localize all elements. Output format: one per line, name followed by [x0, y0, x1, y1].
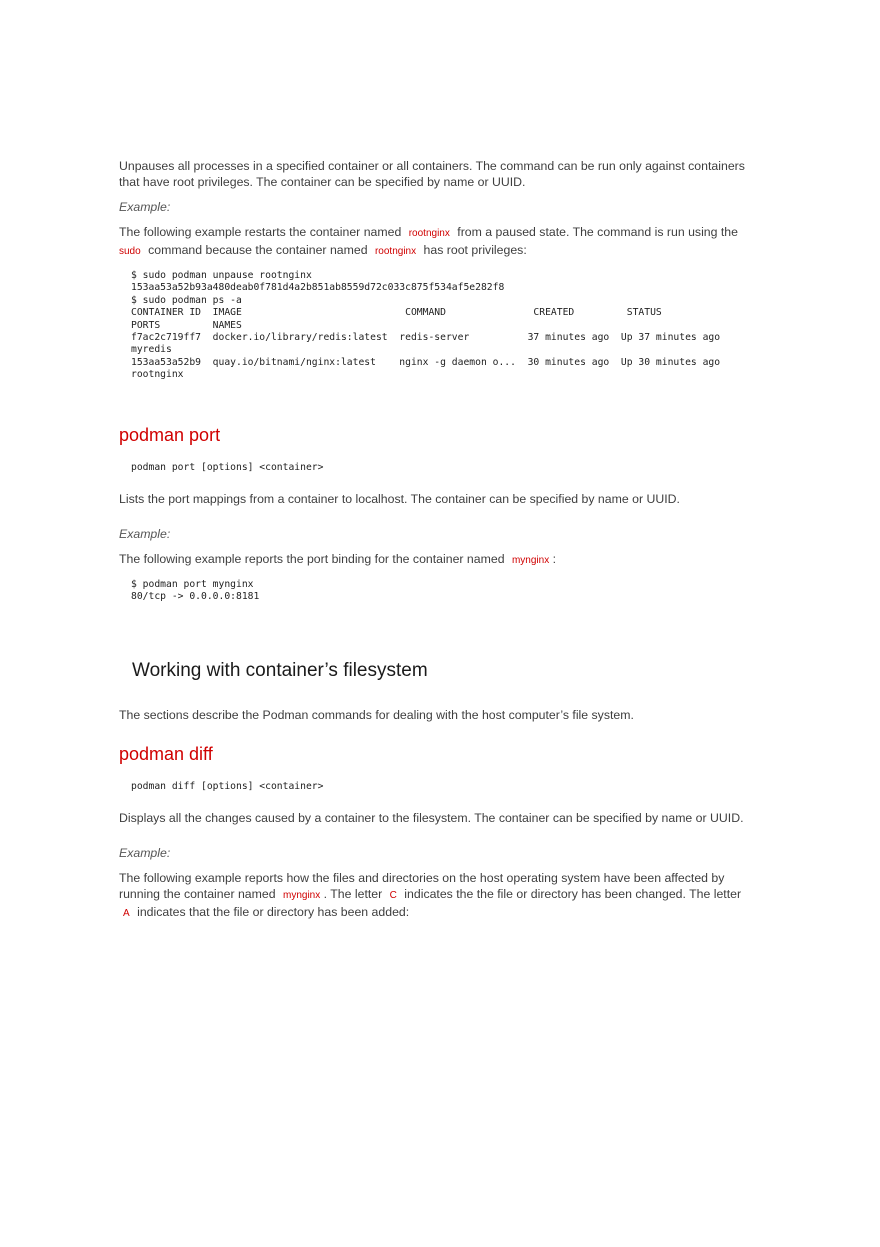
inline-code-c: C: [389, 890, 397, 901]
diff-description: Displays all the changes caused by a container to the filesystem. The container can be specified by name or UUID.: [119, 811, 744, 825]
diff-heading: podman diff: [119, 744, 213, 764]
diff-example-text-2: . The letter: [323, 887, 383, 901]
unpause-example-text-1: The following example restarts the container named: [119, 225, 402, 239]
inline-code-sudo: sudo: [119, 246, 141, 257]
unpause-description: Unpauses all processes in a specified container or all containers. The command can be run only against containers that have root privileges. The container can be specified by name or UUID.: [119, 159, 745, 189]
diff-example-text-1: The following example reports how the files and directories on the host operating system have been affected by running the container named: [119, 871, 725, 901]
unpause-example-text-2: from a paused state. The command is run using the: [457, 225, 738, 239]
inline-code-mynginx-2: mynginx: [282, 890, 321, 901]
port-synopsis[interactable]: podman port [options] <container>: [131, 462, 324, 473]
diff-example-text-4: indicates that the file or directory has been added:: [137, 905, 410, 919]
diff-synopsis[interactable]: podman diff [options] <container>: [131, 781, 324, 792]
port-example-text-2: :: [552, 552, 557, 566]
inline-code-rootnginx: rootnginx: [408, 228, 450, 239]
inline-code-a: A: [123, 908, 130, 919]
filesystem-heading: Working with container’s filesystem: [132, 660, 428, 681]
diff-example-text-3: indicates the the file or directory has been changed. The letter: [404, 887, 742, 901]
unpause-code-block[interactable]: $ sudo podman unpause rootnginx 153aa53a52b93a480deab0f781d4a2b851ab8559d72c033c875f534af5e282f8 $ sudo podman ps -a CONTAINER ID IMAGE COMMAND CREATED STATUS PORTS NAMES f7ac2c719ff7 docker.io/library/redis:latest redis-server 37 minutes ago Up 37 minutes ago myredis 153aa53a52b9 quay.io/bitnami/nginx:latest nginx -g daemon o... 30 minutes ago Up 30 minutes ago rootnginx: [131, 270, 721, 381]
unpause-example-text-4: has root privileges:: [423, 243, 527, 257]
diff-example-text: [119, 870, 745, 922]
unpause-example-text-3: command because the container named: [148, 243, 368, 257]
inline-code-mynginx: mynginx: [511, 555, 550, 566]
port-example-text: [119, 551, 745, 569]
filesystem-description: The sections describe the Podman commands for dealing with the host computer’s file system.: [119, 708, 634, 722]
unpause-example-label: Example:: [119, 200, 171, 214]
port-example-label: Example:: [119, 527, 171, 541]
port-heading: podman port: [119, 425, 221, 445]
inline-code-rootnginx-2: rootnginx: [374, 246, 417, 257]
port-example-text-1: The following example reports the port binding for the container named: [119, 552, 505, 566]
port-code-block[interactable]: $ podman port mynginx 80/tcp -> 0.0.0.0:8181: [131, 579, 260, 603]
port-description: Lists the port mappings from a container to localhost. The container can be specified by name or UUID.: [119, 492, 680, 506]
unpause-example-text: [119, 224, 745, 260]
diff-example-label: Example:: [119, 846, 171, 860]
document-page: [119, 158, 745, 932]
